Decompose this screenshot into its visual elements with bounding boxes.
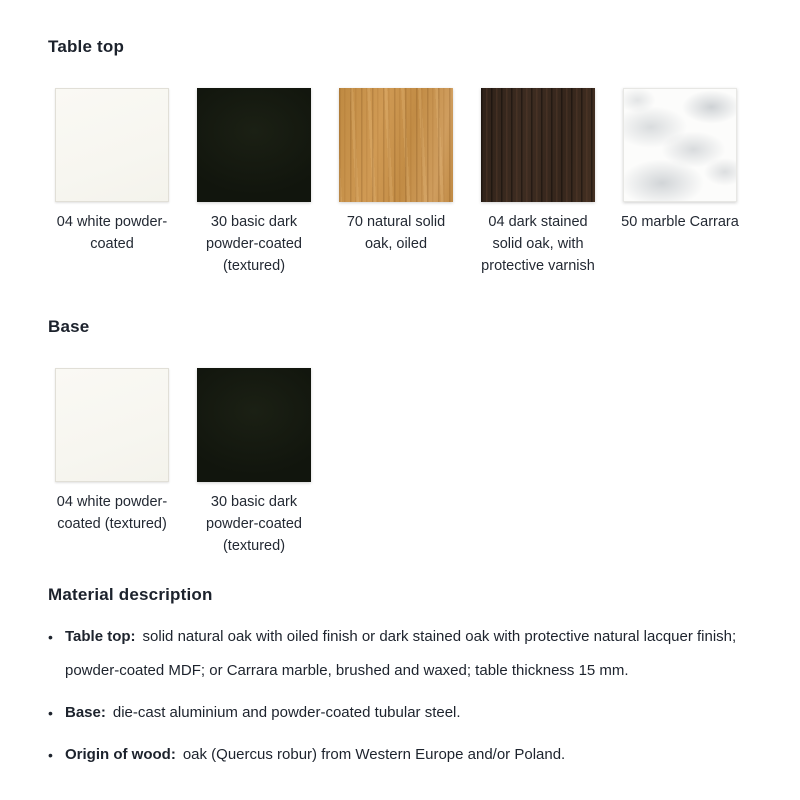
bullet-dot-icon: • <box>48 629 53 645</box>
bullet-text: die-cast aluminium and powder-coated tubular steel. <box>112 704 461 721</box>
dark-powder-swatch-tile <box>197 88 311 202</box>
swatch-label: 04 dark stained solid oak, with protective varnish <box>481 214 595 274</box>
table-top-swatch-row <box>41 88 800 277</box>
bullet-body <box>65 620 748 688</box>
white-powder-swatch-tile <box>55 368 169 482</box>
swatch-label: 50 marble Carrara <box>621 214 739 230</box>
bullet-lead: Origin of wood: <box>65 746 176 763</box>
bullet-text: oak (Quercus robur) from Western Europe and/or Poland. <box>182 746 566 763</box>
bullet-body <box>65 696 748 730</box>
material-swatch <box>183 88 325 277</box>
material-bullet <box>48 620 748 688</box>
bullet-body <box>65 738 748 772</box>
material-swatch <box>41 88 183 277</box>
material-swatch <box>183 368 325 557</box>
dark-powder-swatch-tile <box>197 368 311 482</box>
base-swatch-row <box>41 368 800 557</box>
swatch-label: 70 natural solid oak, oiled <box>346 214 446 252</box>
bullet-dot-icon: • <box>48 747 53 763</box>
dark-oak-swatch-tile <box>481 88 595 202</box>
material-swatch <box>325 88 467 277</box>
material-swatch <box>467 88 609 277</box>
material-swatch <box>41 368 183 557</box>
base-section-title: Base <box>48 317 90 336</box>
material-swatch <box>609 88 751 277</box>
material-description-title: Material description <box>48 585 213 604</box>
swatch-label: 30 basic dark powder-coated (textured) <box>206 494 302 554</box>
marble-swatch-tile <box>623 88 737 202</box>
white-powder-swatch-tile <box>55 88 169 202</box>
swatch-label: 30 basic dark powder-coated (textured) <box>206 214 302 274</box>
swatch-label: 04 white powder-coated (textured) <box>56 494 168 532</box>
material-bullet <box>48 738 748 772</box>
bullet-lead: Base: <box>65 704 106 721</box>
bullet-text: solid natural oak with oiled finish or dark stained oak with protective natural lacquer finish; powder-coated MDF; or Carrara marble, brushed and waxed; table thickness 15 mm. <box>65 628 737 679</box>
bullet-dot-icon: • <box>48 705 53 721</box>
material-bullets <box>48 620 748 772</box>
bullet-lead: Table top: <box>65 628 136 645</box>
table-top-section-title: Table top <box>48 37 125 56</box>
material-bullet <box>48 696 748 730</box>
swatch-label: 04 white powder-coated <box>56 214 168 252</box>
natural-oak-swatch-tile <box>339 88 453 202</box>
